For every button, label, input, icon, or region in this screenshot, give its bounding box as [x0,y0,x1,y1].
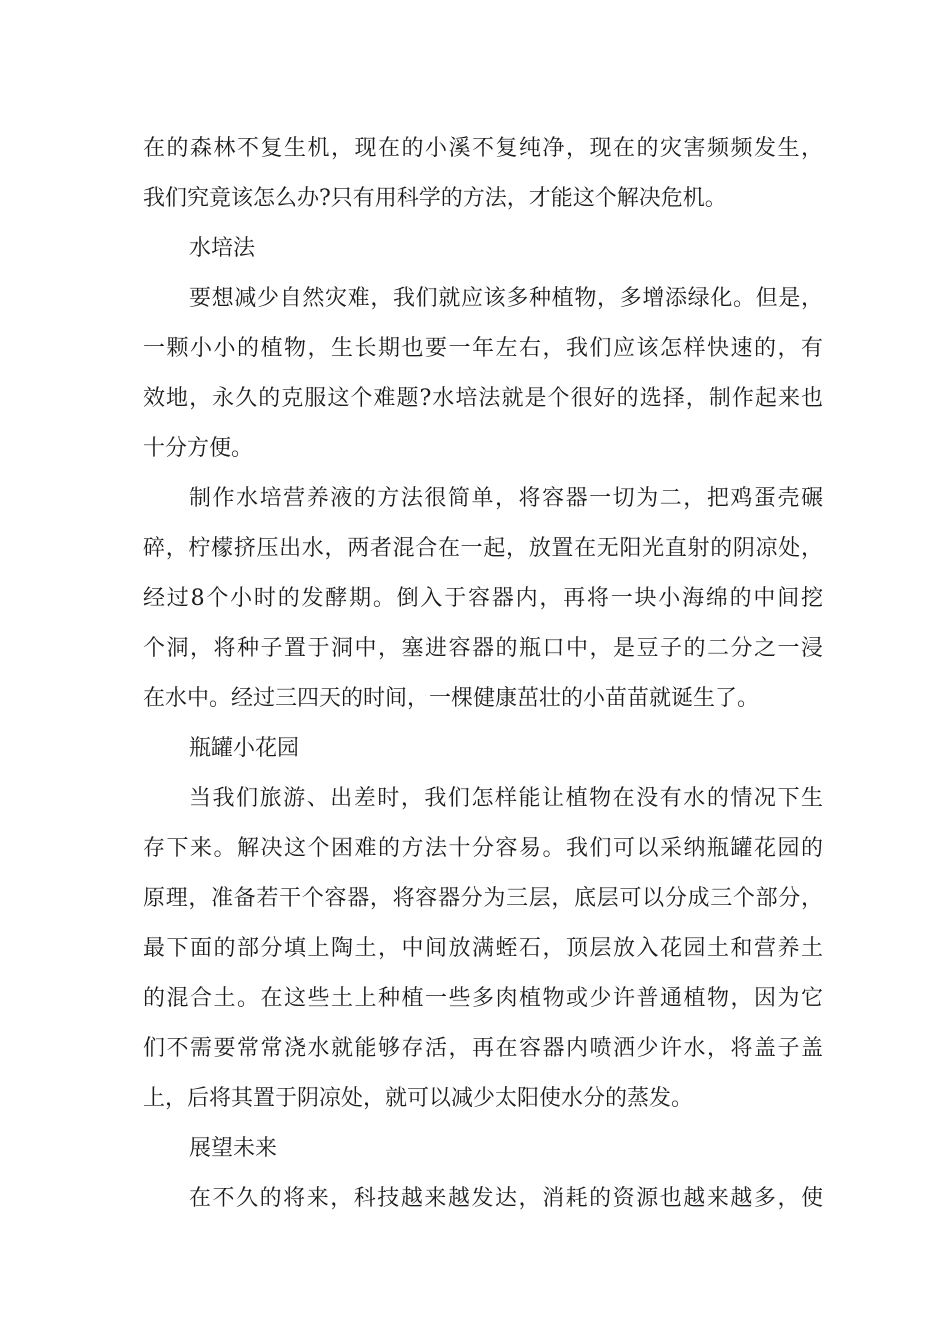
text-line: 效地，永久的克服这个难题?水培法就是个很好的选择，制作起来也 [143,386,823,411]
text-line: 在不久的将来，科技越来越发达，消耗的资源也越来越多，使 [189,1186,823,1211]
document-page [143,129,823,1229]
text-line: 在的森林不复生机，现在的小溪不复纯净，现在的灾害频频发生， [143,136,823,161]
text-line: 经过8个小时的发酵期。倒入于容器内，再将一块小海绵的中间挖 [143,586,823,611]
text-line: 个洞，将种子置于洞中，塞进容器的瓶口中，是豆子的二分之一浸 [143,636,823,661]
text-line: 当我们旅游、出差时，我们怎样能让植物在没有水的情况下生 [189,786,823,811]
text-line: 一颗小小的植物，生长期也要一年左右，我们应该怎样快速的，有 [143,336,823,361]
text-line: 上，后将其置于阴凉处，就可以减少太阳使水分的蒸发。 [143,1086,694,1111]
text-line: 我们究竟该怎么办?只有用科学的方法，才能这个解决危机。 [143,186,727,211]
text-line: 在水中。经过三四天的时间，一棵健康茁壮的小苗苗就诞生了。 [143,686,760,711]
section-heading: 展望未来 [189,1136,278,1161]
text-line: 们不需要常常浇水就能够存活，再在容器内喷洒少许水，将盖子盖 [143,1036,823,1061]
text-line: 的混合土。在这些土上种植一些多肉植物或少许普通植物，因为它 [143,986,823,1011]
section-heading: 瓶罐小花园 [189,736,300,761]
text-line: 制作水培营养液的方法很简单，将容器一切为二，把鸡蛋壳碾 [189,486,823,511]
section-heading: 水培法 [189,236,256,261]
text-line: 原理，准备若干个容器，将容器分为三层，底层可以分成三个部分， [143,886,823,911]
text-line: 存下来。解决这个困难的方法十分容易。我们可以采纳瓶罐花园的 [143,836,823,861]
text-line: 碎，柠檬挤压出水，两者混合在一起，放置在无阳光直射的阴凉处， [143,536,823,561]
text-line: 十分方便。 [143,436,254,461]
text-line: 要想减少自然灾难，我们就应该多种植物，多增添绿化。但是， [189,286,823,311]
text-line: 最下面的部分填上陶土，中间放满蛭石，顶层放入花园土和营养土 [143,936,823,961]
